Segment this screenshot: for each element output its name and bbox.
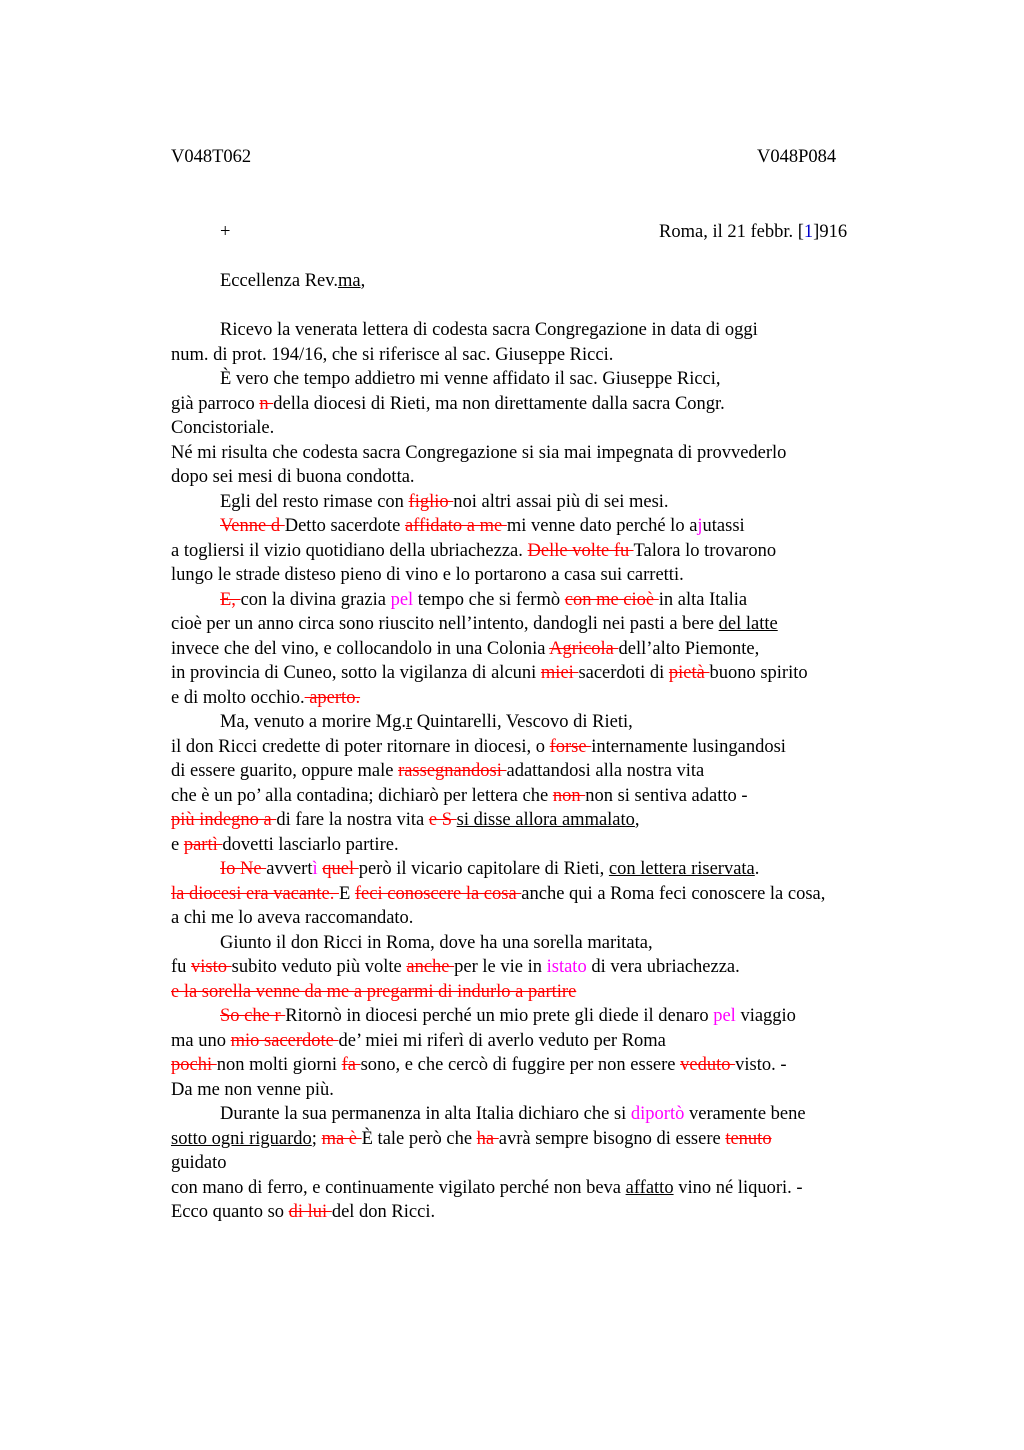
text-segment: buono spirito <box>709 663 808 683</box>
text-segment: subito veduto più volte <box>231 957 407 977</box>
salutation <box>220 271 365 292</box>
letter-line <box>171 759 911 784</box>
letter-line <box>171 416 911 441</box>
deleted-text: n <box>259 393 274 414</box>
text-segment: . <box>754 859 760 879</box>
letter-line <box>171 931 911 956</box>
text-segment: Né mi risulta che codesta sacra Congregazione si sia mai impegnata di provvederlo <box>171 442 787 463</box>
letter-line <box>171 661 911 686</box>
letter-line <box>171 686 911 711</box>
underlined-text: sotto ogni riguardo <box>171 1128 312 1149</box>
underlined-text: r <box>406 712 413 732</box>
underlined-text: si disse allora ammalato <box>456 810 635 830</box>
letter-line <box>171 441 911 466</box>
text-segment: vino né liquori. - <box>673 1177 803 1198</box>
underlined-text: del latte <box>718 614 778 634</box>
letter-line <box>171 955 911 980</box>
letter-body <box>171 318 911 1225</box>
letter-line <box>171 343 911 368</box>
deleted-text: ha <box>476 1128 499 1149</box>
letter-line <box>171 637 911 662</box>
text-segment: sono, e che cercò di fuggire per non essere <box>360 1055 681 1075</box>
text-segment: dopo sei mesi di buona condotta. <box>171 467 415 487</box>
letter-line <box>171 1151 911 1176</box>
text-segment: Ritornò in diocesi perché un mio prete gli diede il denaro <box>285 1006 714 1026</box>
text-segment: anche qui a Roma feci conoscere la cosa, <box>521 883 826 904</box>
deleted-text: veduto <box>680 1055 736 1075</box>
letter-line <box>171 490 911 515</box>
dateline-prefix: Roma, il 21 febbr. [ <box>659 222 804 242</box>
text-segment: internamente lusingandosi <box>591 736 786 757</box>
deleted-text: rassegnandosi <box>398 761 507 781</box>
text-segment: Ecco quanto so <box>171 1202 289 1222</box>
deleted-text: e S <box>428 810 457 830</box>
text-segment: Ma, venuto a morire Mg. <box>220 712 406 732</box>
text-segment: fu <box>171 957 192 977</box>
letter-line <box>171 539 911 564</box>
text-segment: mi venne dato perché lo a <box>506 516 698 536</box>
text-segment: e di molto occhio. <box>171 687 305 708</box>
deleted-text: con me cioè <box>564 589 659 610</box>
deleted-text: ma è <box>321 1128 362 1149</box>
letter-line <box>171 1102 911 1127</box>
text-segment: avvert <box>266 859 313 879</box>
letter-line <box>171 1053 911 1078</box>
text-segment: tempo che si fermò <box>413 589 565 610</box>
letter-line <box>171 980 911 1005</box>
letter-line <box>171 588 911 613</box>
text-segment: già parroco <box>171 393 260 414</box>
text-segment: in alta Italia <box>658 589 748 610</box>
text-segment: utassi <box>702 516 745 536</box>
dateline-suffix: ]916 <box>813 222 848 242</box>
letter-line <box>171 318 911 343</box>
text-segment: cioè per un anno circa sono riuscito nell’intento, dandogli nei pasti a bere <box>171 614 719 634</box>
deleted-text: pietà <box>668 663 710 683</box>
text-segment: a togliersi il vizio quotidiano della ubriachezza. <box>171 540 528 561</box>
text-segment: a chi me lo aveva raccomandato. <box>171 908 414 928</box>
letter-line <box>171 833 911 858</box>
text-segment: Talora lo trovarono <box>633 540 777 561</box>
underlined-text: con lettera riservata <box>608 859 755 879</box>
text-segment: il don Ricci credette di poter ritornare in diocesi, o <box>171 736 550 757</box>
salutation-end: , <box>360 271 366 291</box>
letter-line <box>171 367 911 392</box>
text-segment: viaggio <box>735 1006 796 1026</box>
deleted-text: forse <box>549 736 592 757</box>
text-segment: di fare la nostra vita <box>276 810 429 830</box>
text-segment: Concistoriale. <box>171 418 275 438</box>
letter-line <box>171 1127 911 1152</box>
deleted-text: Io Ne <box>220 859 267 879</box>
text-segment: per le vie in <box>454 957 547 977</box>
text-segment: non si sentiva adatto - <box>585 785 748 806</box>
text-segment: invece che del vino, e collocandolo in una Colonia <box>171 638 550 659</box>
text-segment: ma uno <box>171 1030 231 1051</box>
deleted-text: e la sorella venne da me a pregarmi di indurlo a partire <box>171 981 577 1002</box>
dateline-digit: 1 <box>803 222 814 242</box>
cross-mark: + <box>220 222 231 242</box>
text-segment: guidato <box>171 1153 227 1173</box>
text-segment: dovetti lasciarlo partire. <box>222 834 399 855</box>
text-segment: Durante la sua permanenza in alta Italia dichiaro che si <box>220 1104 631 1124</box>
deleted-text: anche <box>406 957 455 977</box>
text-segment: noi altri assai più di sei mesi. <box>453 491 669 512</box>
text-segment: È vero che tempo addietro mi venne affidato il sac. Giuseppe Ricci, <box>220 369 721 389</box>
corrected-text: diportò <box>630 1104 685 1124</box>
text-segment: di vera ubriachezza. <box>586 957 740 977</box>
letter-line <box>171 735 911 760</box>
text-segment: de’ miei mi riferì di averlo veduto per Roma <box>338 1030 666 1051</box>
letter-line <box>171 857 911 882</box>
text-segment: Quintarelli, Vescovo di Rieti, <box>412 712 633 732</box>
letter-line <box>171 1200 911 1225</box>
corrected-text: j <box>697 516 703 536</box>
deleted-text: più indegno a <box>171 810 277 830</box>
text-segment: in provincia di Cuneo, sotto la vigilanza di alcuni <box>171 663 541 683</box>
letter-line <box>171 1176 911 1201</box>
deleted-text: So che r <box>220 1006 286 1026</box>
deleted-text: figlio <box>408 491 454 512</box>
deleted-text: affidato a me <box>404 516 507 536</box>
deleted-text: la diocesi era vacante. <box>171 883 339 904</box>
text-segment: visto. - <box>735 1055 787 1075</box>
letter-line <box>171 563 911 588</box>
letter-line <box>171 1004 911 1029</box>
letter-line <box>171 882 911 907</box>
text-segment: però il vicario capitolare di Rieti, <box>358 859 609 879</box>
text-segment: num. di prot. 194/16, che si riferisce al sac. Giuseppe Ricci. <box>171 344 614 365</box>
deleted-text: di lui <box>288 1202 332 1222</box>
text-segment: con mano di ferro, e continuamente vigilato perché non beva <box>171 1177 626 1198</box>
text-segment: del don Ricci. <box>331 1202 436 1222</box>
deleted-text: E, <box>220 589 241 610</box>
corrected-text: ì <box>312 859 318 879</box>
deleted-text: non <box>552 785 586 806</box>
text-segment: adattandosi alla nostra vita <box>506 761 705 781</box>
letter-line <box>171 808 911 833</box>
text-segment: di essere guarito, oppure male <box>171 761 399 781</box>
deleted-text: tenuto <box>725 1128 772 1149</box>
dateline <box>659 222 847 243</box>
letter-line <box>171 1078 911 1103</box>
text-segment: sacerdoti di <box>578 663 669 683</box>
text-segment: , <box>634 810 640 830</box>
letter-line <box>171 710 911 735</box>
deleted-text: partì <box>183 834 223 855</box>
salutation-sup: ma <box>337 271 361 291</box>
text-segment: Egli del resto rimase con <box>220 491 409 512</box>
text-segment: lungo le strade disteso pieno di vino e lo portarono a casa sui carretti. <box>171 565 684 585</box>
letter-line <box>171 784 911 809</box>
text-segment: che è un po’ alla contadina; dichiarò per lettera che <box>171 785 553 806</box>
corrected-text: pel <box>390 589 414 610</box>
text-segment: ; <box>311 1128 322 1149</box>
deleted-text: visto <box>191 957 232 977</box>
deleted-text: Venne d <box>220 516 285 536</box>
text-segment: avrà sempre bisogno di essere <box>498 1128 726 1149</box>
corrected-text: istato <box>546 957 587 977</box>
deleted-text: aperto. <box>304 687 361 708</box>
text-segment: Detto sacerdote <box>284 516 405 536</box>
text-segment: e <box>171 834 184 855</box>
deleted-text: Delle volte fu <box>527 540 634 561</box>
letter-line <box>171 514 911 539</box>
letter-line <box>171 465 911 490</box>
text-segment: Giunto il don Ricci in Roma, dove ha una sorella maritata, <box>220 932 653 953</box>
deleted-text: fa <box>341 1055 361 1075</box>
underlined-text: affatto <box>625 1177 674 1198</box>
text-segment: dell’alto Piemonte, <box>618 638 760 659</box>
header-left-id: V048T062 <box>171 147 252 167</box>
deleted-text: Agricola <box>549 638 619 659</box>
letter-line <box>171 392 911 417</box>
header-right-id: V048P084 <box>757 147 837 167</box>
deleted-text: miei <box>540 663 579 683</box>
deleted-text: feci conoscere la cosa <box>354 883 522 904</box>
text-segment: con la divina grazia <box>240 589 391 610</box>
text-segment: E <box>338 883 355 904</box>
text-segment: della diocesi di Rieti, ma non direttamente dalla sacra Congr. <box>273 393 725 414</box>
letter-line <box>171 906 911 931</box>
deleted-text: pochi <box>171 1055 217 1075</box>
text-segment: È tale però che <box>361 1128 477 1149</box>
text-segment: Da me non venne più. <box>171 1079 334 1100</box>
deleted-text: quel <box>322 859 359 879</box>
corrected-text: pel <box>713 1006 736 1026</box>
text-segment: veramente bene <box>684 1104 806 1124</box>
deleted-text: mio sacerdote <box>230 1030 339 1051</box>
letter-line <box>171 612 911 637</box>
letter-line <box>171 1029 911 1054</box>
text-segment: non molti giorni <box>216 1055 342 1075</box>
salutation-main: Eccellenza Rev. <box>220 271 338 291</box>
text-segment: Ricevo la venerata lettera di codesta sacra Congregazione in data di oggi <box>220 320 758 340</box>
